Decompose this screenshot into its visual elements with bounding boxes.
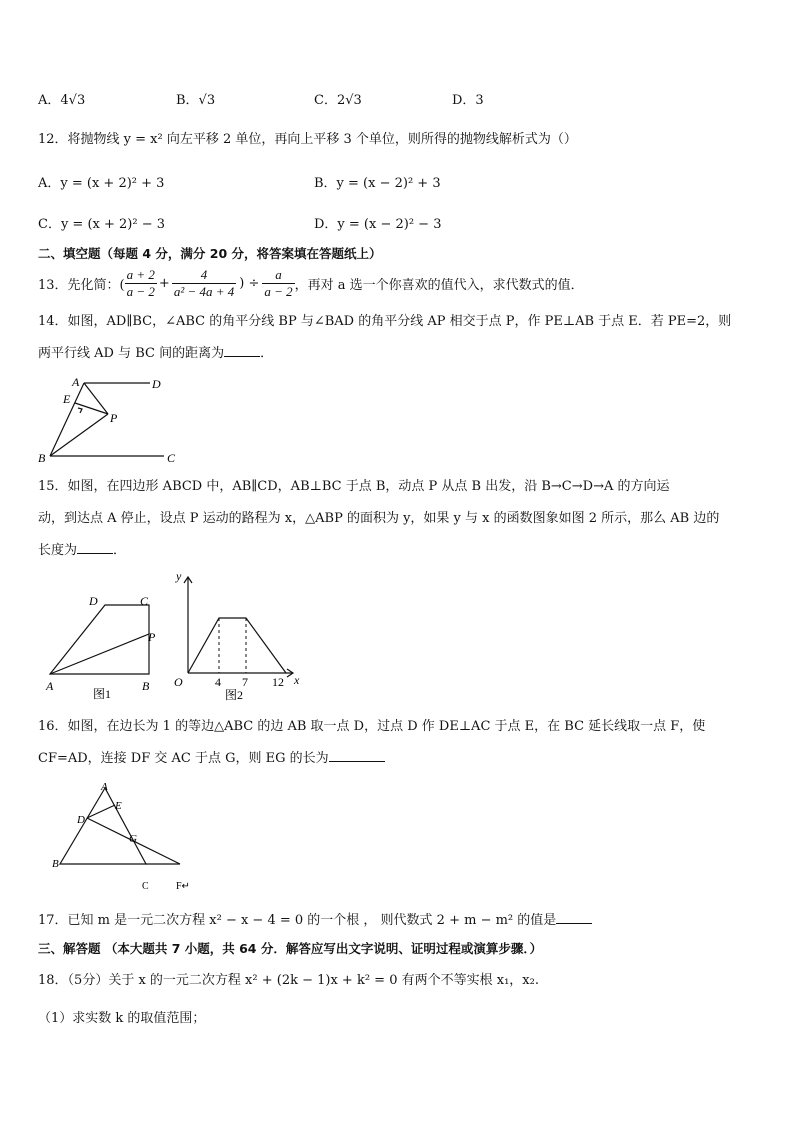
section-3-header: 三、解答题 （本大题共 7 小题，共 64 分．解答应写出文字说明、证明过程或演算步骤．） bbox=[38, 941, 543, 956]
q16-figure bbox=[45, 778, 220, 893]
q13-plus: + bbox=[158, 275, 170, 291]
q13-div: ) ÷ bbox=[239, 275, 260, 291]
q15-fig1-d: D bbox=[89, 594, 98, 608]
q15-fig1-p: P bbox=[148, 630, 156, 644]
section-2-header: 二、填空题（每题 4 分，满分 20 分，将答案填在答题纸上） bbox=[38, 246, 382, 261]
q15-line-1: 15．如图，在四边形 ABCD 中，AB∥CD，AB⊥BC 于点 B，动点 P 从点 B 出发，沿 B→C→D→A 的方向运 bbox=[38, 479, 670, 494]
q16-label-f: F↵ bbox=[176, 881, 190, 892]
q13-fraction-1 bbox=[125, 267, 157, 300]
q12-option-b: B．y = (x − 2)² + 3 bbox=[314, 176, 441, 191]
q16-answer-blank bbox=[329, 749, 385, 762]
q18-sub-1: （1）求实数 k 的取值范围； bbox=[38, 1011, 206, 1026]
q13-f1-den: a − 2 bbox=[126, 283, 155, 299]
q15-answer-blank bbox=[77, 541, 113, 554]
q15-fig1-b: B bbox=[142, 679, 150, 693]
q13-f2-num: 4 bbox=[172, 267, 236, 284]
q11-option-b: B．√3 bbox=[176, 93, 216, 108]
q15-fig2-o: O bbox=[174, 675, 183, 689]
q15-line-3-end: ． bbox=[113, 543, 127, 558]
q13-f2-den: a² − 4a + 4 bbox=[173, 283, 235, 299]
q16-label-e: E bbox=[115, 800, 122, 812]
q13-f3-num: a bbox=[262, 267, 294, 284]
q15-fig2-caption: 图2 bbox=[225, 688, 244, 702]
q15-line-3-text: 长度为 bbox=[38, 543, 78, 558]
q13-fraction-3 bbox=[262, 267, 294, 300]
q14-label-c: C bbox=[167, 451, 176, 465]
q14-line-1: 14．如图，AD∥BC，∠ABC 的角平分线 BP 与∠BAD 的角平分线 AP 相交于点 P，作 PE⊥AB 于点 E．若 PE=2，则 bbox=[38, 314, 732, 329]
q16-line-2 bbox=[38, 749, 385, 768]
q14-label-a: A bbox=[72, 375, 80, 389]
q16-line-1: 16．如图，在边长为 1 的等边△ABC 的边 AB 取一点 D，过点 D 作 DE⊥AC 于点 E，在 BC 延长线取一点 F，使 bbox=[38, 719, 706, 734]
q11-option-d: D．3 bbox=[452, 93, 484, 108]
q16-label-b: B bbox=[52, 858, 59, 870]
q13 bbox=[38, 263, 584, 303]
q12-option-d: D．y = (x − 2)² − 3 bbox=[314, 217, 442, 232]
q13-fraction-2 bbox=[172, 267, 236, 300]
q11-option-a: A．4√3 bbox=[38, 93, 86, 108]
q11-option-c: C．2√3 bbox=[314, 93, 362, 108]
q13-f1-num: a + 2 bbox=[126, 266, 155, 282]
q12-stem: 12．将抛物线 y = x² 向左平移 2 单位，再向上平移 3 个单位，则所得的抛物线解析式为（） bbox=[38, 132, 577, 147]
q14-label-d: D bbox=[152, 377, 161, 391]
q14-label-b: B bbox=[38, 451, 46, 465]
q14-answer-blank bbox=[224, 344, 260, 357]
q15-figures bbox=[40, 568, 310, 703]
q12-option-a: A．y = (x + 2)² + 3 bbox=[38, 176, 165, 191]
q15-fig2-y: y bbox=[176, 569, 182, 583]
q15-fig2-tick-7: 7 bbox=[242, 675, 248, 689]
q14-figure bbox=[30, 370, 190, 470]
q16-label-d: D bbox=[77, 814, 85, 826]
q15-fig2-tick-4: 4 bbox=[215, 675, 221, 689]
q15-fig2-x: x bbox=[294, 673, 300, 687]
q14-line-2-text: 两平行线 AD 与 BC 间的距离为 bbox=[38, 346, 225, 361]
q18-stem: 18．（5分）关于 x 的一元二次方程 x² + (2k − 1)x + k² = 0 有两个不等实根 x₁，x₂. bbox=[38, 973, 539, 988]
q12-option-c: C．y = (x + 2)² − 3 bbox=[38, 217, 165, 232]
q17-text: 17．已知 m 是一元二次方程 x² − x − 4 = 0 的一个根 ， 则代数式 2 + m − m² 的值是 bbox=[38, 913, 557, 928]
q15-line-2: 动，到达点 A 停止，设点 P 运动的路程为 x，△ABP 的面积为 y，如果 y 与 x 的函数图象如图 2 所示，那么 AB 边的 bbox=[38, 511, 720, 526]
q16-line-2-text: CF=AD，连接 DF 交 AC 于点 G，则 EG 的长为 bbox=[38, 751, 329, 766]
q14-line-2 bbox=[38, 344, 273, 363]
q15-fig1-a: A bbox=[46, 679, 54, 693]
q14-label-p: P bbox=[110, 411, 118, 425]
q15-fig1-c: C bbox=[140, 594, 149, 608]
q17-answer-blank bbox=[556, 911, 592, 924]
q13-f3-den: a − 2 bbox=[264, 283, 293, 299]
q13-prefix: 13．先化简：( bbox=[38, 277, 125, 293]
q14-label-e: E bbox=[63, 392, 71, 406]
q16-label-g: G bbox=[129, 833, 137, 845]
q14-line-2-end: ． bbox=[260, 346, 274, 361]
q15-fig1-caption: 图1 bbox=[93, 687, 112, 701]
q13-suffix: ，再对 a 选一个你喜欢的值代入，求代数式的值． bbox=[294, 277, 584, 293]
q16-label-a: A bbox=[101, 781, 108, 793]
q15-line-3 bbox=[38, 541, 126, 560]
q15-fig2-tick-12: 12 bbox=[272, 675, 284, 689]
q17 bbox=[38, 911, 592, 930]
q16-label-c: C bbox=[142, 881, 149, 892]
